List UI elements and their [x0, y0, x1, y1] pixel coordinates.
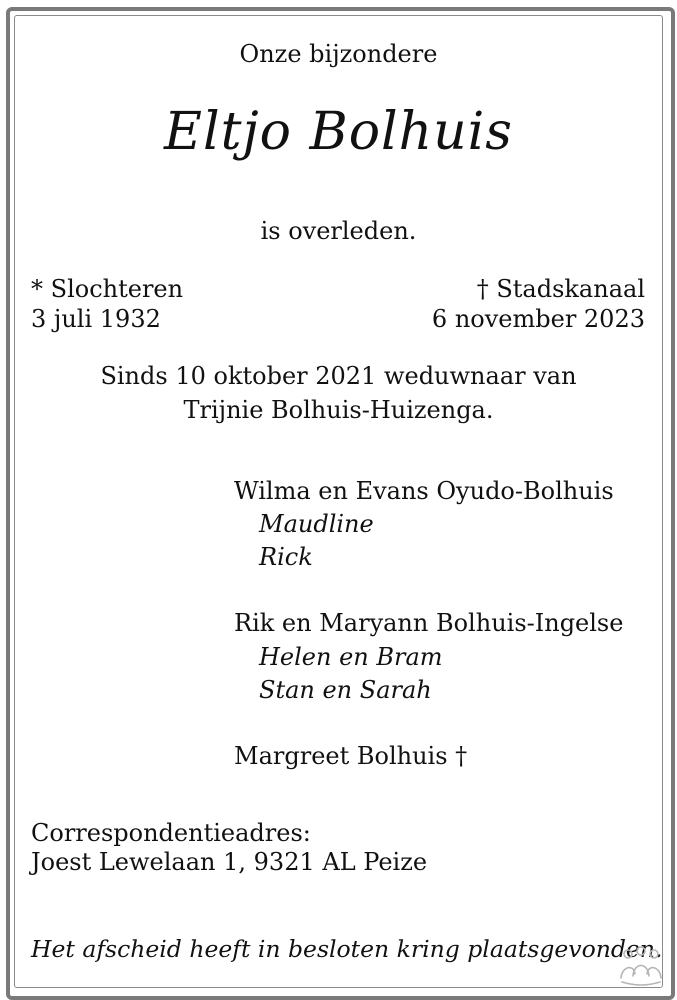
people-group-icon: [618, 942, 664, 988]
widower-line-1: Sinds 10 oktober 2021 weduwnaar van: [100, 362, 577, 390]
death-place: † Stadskanaal: [476, 275, 645, 303]
deceased-name: Eltjo Bolhuis: [164, 102, 513, 162]
family-child: Maudline: [259, 510, 374, 538]
family-child: Rick: [259, 543, 313, 571]
correspondence-label: Correspondentieadres:: [31, 819, 311, 847]
intro-text: Onze bijzondere: [239, 40, 438, 68]
widower-line-2: Trijnie Bolhuis-Huizenga.: [183, 396, 494, 424]
family-child: Stan en Sarah: [259, 676, 432, 704]
birth-place: * Slochteren: [31, 275, 184, 303]
death-date: 6 november 2023: [431, 305, 645, 333]
status-text: is overleden.: [260, 217, 417, 245]
family-parents-2: Rik en Maryann Bolhuis-Ingelse: [234, 609, 624, 637]
family-parents-3: Margreet Bolhuis †: [234, 742, 468, 770]
correspondence-address: Joest Lewelaan 1, 9321 AL Peize: [31, 848, 428, 876]
family-child: Helen en Bram: [259, 643, 443, 671]
birth-date: 3 juli 1932: [31, 305, 161, 333]
farewell-text: Het afscheid heeft in besloten kring plaatsgevonden.: [31, 935, 663, 963]
family-parents-1: Wilma en Evans Oyudo-Bolhuis: [234, 477, 614, 505]
